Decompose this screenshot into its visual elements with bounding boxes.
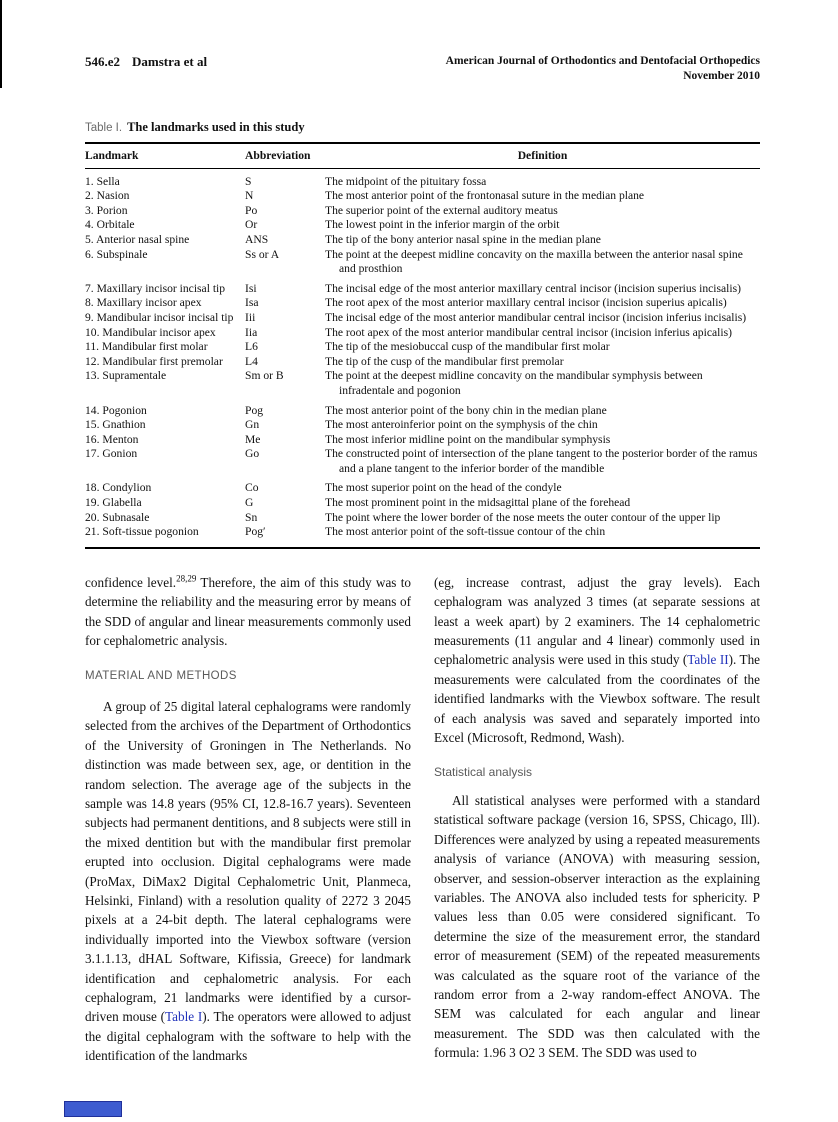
table-cell-abbreviation: N — [245, 189, 254, 203]
table-cell-abbreviation: Sm or B — [245, 369, 284, 383]
table-row — [85, 496, 760, 511]
table-cell-definition: The point at the deepest midline concavity on the mandibular symphysis between infradentale and pogonion — [325, 369, 703, 397]
table-cell-definition: The lowest point in the inferior margin of the orbit — [325, 218, 560, 232]
table-cell-definition: The root apex of the most anterior mandibular central incisor (incision inferius apicalis) — [325, 325, 732, 339]
paragraph-text: confidence level. — [85, 574, 177, 590]
table-row — [85, 404, 760, 419]
paragraph-cephalogram-analysis — [434, 573, 760, 748]
table-cell-landmark: 12. Mandibular first premolar — [85, 354, 223, 368]
table-cell-definition: The point at the deepest midline concavity on the maxilla between the anterior nasal spine and prosthion — [325, 247, 743, 276]
table-cell-landmark: 19. Glabella — [85, 496, 142, 510]
table-cell-abbreviation: Isa — [245, 296, 259, 310]
table-row — [85, 525, 760, 540]
table-cell-definition: The tip of the cusp of the mandibular first premolar — [325, 354, 564, 368]
table-cell-landmark: 17. Gonion — [85, 447, 138, 461]
authors: Damstra et al — [132, 54, 208, 69]
table-cell-definition: The most prominent point in the midsagittal plane of the forehead — [325, 496, 631, 510]
page-number: 546.e2 — [85, 54, 121, 69]
table-cell-landmark: 1. Sella — [85, 174, 120, 188]
table-cell-landmark: 20. Subnasale — [85, 510, 150, 524]
table-cell-definition: The tip of the bony anterior nasal spine in the median plane — [325, 232, 601, 246]
table-title: The landmarks used in this study — [127, 120, 305, 134]
table-row — [85, 218, 760, 233]
paragraph-text: (eg, increase contrast, adjust the gray levels). Each cephalogram was analyzed 3 times (at separate sessions at least a week apart) by 2 examiners. The 14 cephalometric measurements (11 angular and 4 linear) commonly used in cephalometric analysis were used in this study ( — [434, 574, 760, 668]
table-body — [85, 169, 760, 547]
section-heading-material-and-methods: MATERIAL AND METHODS — [85, 670, 237, 683]
paragraph-text: ). The measurements were calculated from the coordinates of the identified landmarks with the Viewbox software. The result of each analysis was saved and separately imported into Excel (Microsoft, Redmond, Wash). — [434, 652, 761, 746]
column-header-definition: Definition — [517, 149, 568, 162]
table-cell-definition: The most anteroinferior point on the symphysis of the chin — [325, 418, 598, 432]
table-cell-landmark: 13. Supramentale — [85, 369, 167, 383]
table-cell-definition: The superior point of the external auditory meatus — [325, 203, 558, 217]
table-cell-definition: The most superior point on the head of the condyle — [325, 481, 562, 495]
table-row — [85, 418, 760, 433]
table-row — [85, 355, 760, 370]
right-column — [434, 573, 760, 1066]
table-cell-definition: The tip of the mesiobuccal cusp of the mandibular first molar — [325, 340, 610, 354]
table-cell-abbreviation: Isi — [245, 281, 257, 295]
left-column — [85, 573, 411, 1066]
paragraph-material-methods — [85, 697, 411, 1066]
table-cell-landmark: 10. Mandibular incisor apex — [85, 325, 216, 339]
table-ii-link[interactable]: Table II — [687, 652, 729, 668]
table-row — [85, 204, 760, 219]
landmarks-table — [85, 142, 760, 549]
table-cell-landmark: 11. Mandibular first molar — [85, 340, 208, 354]
table-row — [85, 481, 760, 496]
table-row — [85, 189, 760, 204]
table-cell-definition: The midpoint of the pituitary fossa — [325, 174, 487, 188]
table-cell-abbreviation: Po — [245, 203, 258, 217]
table-row — [85, 311, 760, 326]
table-cell-landmark: 15. Gnathion — [85, 418, 146, 432]
table-cell-landmark: 2. Nasion — [85, 189, 130, 203]
table-cell-abbreviation: Gn — [245, 418, 260, 432]
table-row — [85, 233, 760, 248]
table-row — [85, 248, 760, 277]
table-header-row — [85, 144, 760, 169]
journal-title: American Journal of Orthodontics and Dentofacial Orthopedics — [445, 55, 760, 67]
table-row — [85, 340, 760, 355]
paragraph-text: ). The operators were allowed to adjust the digital cephalogram with the software to help with the identification of the landmarks — [85, 1009, 411, 1064]
table-cell-definition: The incisal edge of the most anterior maxillary central incisor (incision superius incisalis) — [325, 281, 741, 295]
table-cell-abbreviation: Pog — [245, 403, 264, 417]
table-cell-abbreviation: ANS — [245, 232, 269, 246]
table-cell-definition: The root apex of the most anterior maxillary central incisor (incision superius apicalis) — [325, 296, 727, 310]
table-label: Table I. — [85, 122, 123, 134]
table-cell-definition: The most anterior point of the soft-tissue contour of the chin — [325, 525, 606, 539]
table-row — [85, 282, 760, 297]
table-cell-definition: The incisal edge of the most anterior mandibular central incisor (incision inferius incisalis) — [325, 310, 747, 324]
table-cell-landmark: 4. Orbitale — [85, 218, 135, 232]
table-cell-definition: The constructed point of intersection of the plane tangent to the posterior border of the ramus and a plane tangent to the inferior border of the mandible — [325, 447, 758, 475]
header-right — [446, 54, 760, 84]
table-cell-abbreviation: Ss or A — [245, 247, 280, 261]
table-cell-landmark: 5. Anterior nasal spine — [85, 232, 190, 246]
column-header-landmark: Landmark — [85, 149, 139, 162]
table-cell-landmark: 21. Soft-tissue pogonion — [85, 525, 199, 539]
table-row — [85, 296, 760, 311]
paragraph-text: A group of 25 digital lateral cephalograms were randomly selected from the archives of the Department of Orthodontics of the University of Groningen in The Netherlands. No distinction was made between sex, age, or dentition in the random selection. The average age of the subjects in the sample was 14.8 years (95% CI, 12.8-16.7 years). Seventeen subjects had permanent dentitions, and 8 subjects were still in the mixed dentition but with the mandibular first premolar erupted into occlusion. Digital cephalograms were made (ProMax, DiMax2 Digital Cephalometric Unit, Planmeca, Helsinki, Finland) with a resolution quality of 2272 3 2045 pixels at a 24-bit depth. The lateral cephalograms were individually imported into the Viewbox software (version 3.1.1.13, dHAL Software, Kifissia, Greece) for landmark identification and cephalometric analysis. For each cephalogram, 21 landmarks were identified by a cursor-driven mouse ( — [85, 698, 411, 1025]
table-cell-abbreviation: Sn — [245, 510, 258, 524]
table-cell-abbreviation: Pog′ — [245, 525, 266, 539]
table-cell-landmark: 9. Mandibular incisor incisal tip — [85, 310, 234, 324]
table-row — [85, 326, 760, 341]
table-cell-abbreviation: Me — [245, 432, 261, 446]
table-cell-abbreviation: G — [245, 496, 254, 510]
table-cell-abbreviation: Iii — [245, 310, 256, 324]
issue-date: November 2010 — [683, 70, 760, 82]
table-row — [85, 447, 760, 476]
table-cell-abbreviation: Iia — [245, 325, 258, 339]
table-cell-abbreviation: S — [245, 174, 252, 188]
table-row — [85, 511, 760, 526]
table-cell-abbreviation: L6 — [245, 340, 258, 354]
table-row — [85, 433, 760, 448]
table-cell-landmark: 14. Pogonion — [85, 403, 147, 417]
table-cell-landmark: 6. Subspinale — [85, 247, 148, 261]
table-cell-abbreviation: Go — [245, 447, 260, 461]
reference-superscript[interactable]: 28,29 — [176, 573, 197, 584]
paragraph-text: Therefore, the aim of this study was to determine the reliability and the measuring error by means of the SDD of angular and linear measurements commonly used for cephalometric analysis. — [85, 574, 411, 649]
table-row — [85, 175, 760, 190]
table-cell-definition: The most inferior midline point on the mandibular symphysis — [325, 432, 611, 446]
body-columns — [85, 573, 760, 1066]
table-cell-landmark: 16. Menton — [85, 432, 139, 446]
table-cell-landmark: 7. Maxillary incisor incisal tip — [85, 281, 226, 295]
table-cell-landmark: 8. Maxillary incisor apex — [85, 296, 202, 310]
table-cell-abbreviation: Co — [245, 481, 259, 495]
table-cell-definition: The most anterior point of the frontonasal suture in the median plane — [325, 189, 645, 203]
table-cell-abbreviation: L4 — [245, 354, 258, 368]
table-cell-landmark: 18. Condylion — [85, 481, 152, 495]
paragraph-confidence-level — [85, 573, 411, 651]
table-cell-landmark: 3. Porion — [85, 203, 128, 217]
header-left — [85, 54, 207, 70]
table-row — [85, 369, 760, 398]
table-cell-definition: The most anterior point of the bony chin in the median plane — [325, 403, 607, 417]
column-header-abbreviation: Abbreviation — [245, 149, 311, 162]
table-caption — [85, 120, 760, 135]
section-heading-statistical-analysis: Statistical analysis — [434, 764, 533, 779]
running-header — [85, 54, 760, 84]
table-cell-definition: The point where the lower border of the nose meets the outer contour of the upper lip — [325, 510, 721, 524]
table-cell-abbreviation: Or — [245, 218, 258, 232]
paragraph-statistical-analysis: All statistical analyses were performed with a standard statistical software package (version 16, SPSS, Chicago, Ill). Differences were analyzed by using a repeated measurements analysis of variance (ANOVA) with measuring session, observer, and session-observer interaction as the explaining variables. The ANOVA also included tests for sphericity. P values less than 0.05 were considered significant. To determine the size of the measurement error, the standard error of measurement (SEM) of the repeated measurements was calculated as the square root of the variance of the random error from a 2-way random-effect ANOVA. The SEM was calculated for each angular and linear measurement. The SDD was then calculated with the formula: 1.96 3 O2 3 SEM. The SDD was used to — [434, 792, 760, 1061]
table-i-link[interactable]: Table I — [165, 1009, 203, 1025]
